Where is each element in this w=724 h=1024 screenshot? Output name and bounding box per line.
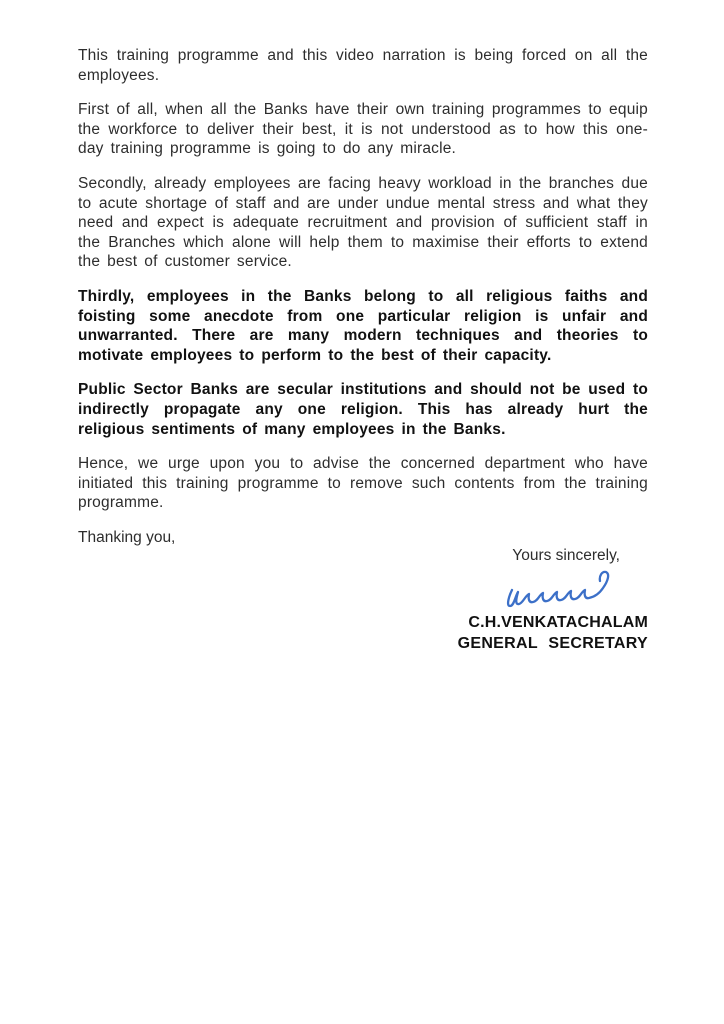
signoff-block (78, 546, 648, 654)
closing-line: Thanking you, (78, 528, 176, 546)
signatory-name: C.H.VENKATACHALAM (468, 614, 648, 632)
paragraph: First of all, when all the Banks have their own training programmes to equip the workforce to deliver their best, it is not understood as to how this one-day training programme is going to do any miracle. (78, 101, 648, 158)
paragraph: Hence, we urge upon you to advise the concerned department who have initiated this training programme to remove such contents from the training programme. (78, 455, 648, 512)
signatory-title: GENERAL SECRETARY (457, 635, 648, 653)
paragraph: This training programme and this video narration is being forced on all the employees. (78, 47, 648, 84)
handwritten-signature-icon (502, 568, 624, 610)
sign-off-line: Yours sincerely, (512, 547, 620, 565)
paragraph-emphasized: Public Sector Banks are secular institutions and should not be used to indirectly propagate any one religion. This has already hurt the religious sentiments of many employees in the Banks. (78, 381, 648, 438)
paragraph: Secondly, already employees are facing heavy workload in the branches due to acute shortage of staff and are under undue mental stress and what they need and expect is adequate recruitment and provision of sufficient staff in the Branches which alone will help them to maximise their efforts to extend the best of customer service. (78, 174, 648, 271)
paragraph-emphasized: Thirdly, employees in the Banks belong to all religious faiths and foisting some anecdote from one particular religion is unfair and unwarranted. There are many modern techniques and theories to motivate employees to perform to the best of their capacity. (78, 287, 648, 364)
letter-body (78, 46, 648, 654)
